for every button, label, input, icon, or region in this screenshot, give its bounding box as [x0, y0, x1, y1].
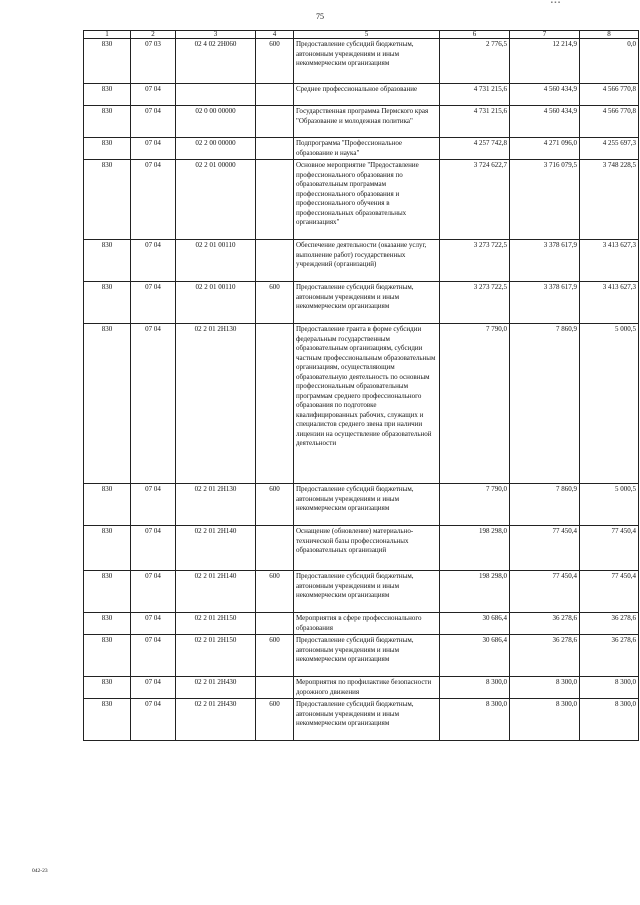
- column-header: 5: [294, 31, 440, 39]
- amount-cell-col6: 198 298,0: [440, 526, 510, 571]
- expense-type-cell: 600: [256, 484, 294, 526]
- amount-cell-col8: 36 278,6: [580, 613, 639, 635]
- amount-cell-col7: 4 560 434,9: [510, 84, 580, 106]
- amount-cell-col6: 30 686,4: [440, 635, 510, 677]
- amount-cell-col6: 30 686,4: [440, 613, 510, 635]
- section-code-cell: 07 04: [131, 138, 176, 160]
- item-name-cell: Основное мероприятие "Предоставление профессионального образования по образовательным программам профессионального образования и профессионального обучения в профессиональных образовательных организациях": [294, 160, 440, 240]
- target-article-cell: 02 2 01 2Н430: [176, 677, 256, 699]
- expense-type-cell: [256, 138, 294, 160]
- section-code-cell: 07 04: [131, 526, 176, 571]
- item-name-cell: Подпрограмма "Профессиональное образование и наука": [294, 138, 440, 160]
- amount-cell-col8: 5 000,5: [580, 484, 639, 526]
- column-header: 8: [580, 31, 639, 39]
- amount-cell-col7: 36 278,6: [510, 613, 580, 635]
- expense-type-cell: [256, 526, 294, 571]
- section-code-cell: 07 04: [131, 160, 176, 240]
- admin-code-cell: 830: [84, 571, 131, 613]
- column-header: 1: [84, 31, 131, 39]
- expense-type-cell: [256, 677, 294, 699]
- section-code-cell: 07 04: [131, 282, 176, 324]
- amount-cell-col6: 7 790,0: [440, 484, 510, 526]
- amount-cell-col8: 0,0: [580, 39, 639, 84]
- column-header: 4: [256, 31, 294, 39]
- admin-code-cell: 830: [84, 240, 131, 282]
- amount-cell-col8: 77 450,4: [580, 571, 639, 613]
- section-code-cell: 07 04: [131, 484, 176, 526]
- target-article-cell: 02 2 01 2Н430: [176, 699, 256, 741]
- amount-cell-col6: 2 776,5: [440, 39, 510, 84]
- target-article-cell: 02 2 01 2Н140: [176, 526, 256, 571]
- amount-cell-col7: 77 450,4: [510, 526, 580, 571]
- column-header: 6: [440, 31, 510, 39]
- target-article-cell: 02 0 00 00000: [176, 106, 256, 138]
- table-row: [84, 84, 639, 106]
- expense-type-cell: 600: [256, 635, 294, 677]
- amount-cell-col8: 4 566 770,8: [580, 106, 639, 138]
- table-row: [84, 324, 639, 484]
- table-row: [84, 39, 639, 84]
- column-header: 7: [510, 31, 580, 39]
- section-code-cell: 07 04: [131, 635, 176, 677]
- expense-type-cell: 600: [256, 39, 294, 84]
- amount-cell-col8: 36 278,6: [580, 635, 639, 677]
- amount-cell-col6: 4 731 215,6: [440, 106, 510, 138]
- amount-cell-col7: 7 860,9: [510, 324, 580, 484]
- table-row: [84, 677, 639, 699]
- item-name-cell: Мероприятия по профилактике безопасности дорожного движения: [294, 677, 440, 699]
- admin-code-cell: 830: [84, 677, 131, 699]
- amount-cell-col7: 36 278,6: [510, 635, 580, 677]
- item-name-cell: Предоставление субсидий бюджетным, автономным учреждениям и иным некоммерческим организациям: [294, 282, 440, 324]
- amount-cell-col8: 4 566 770,8: [580, 84, 639, 106]
- target-article-cell: 02 4 02 2Н060: [176, 39, 256, 84]
- target-article-cell: 02 2 01 2Н140: [176, 571, 256, 613]
- target-article-cell: [176, 84, 256, 106]
- admin-code-cell: 830: [84, 282, 131, 324]
- expense-type-cell: [256, 240, 294, 282]
- target-article-cell: 02 2 01 2Н130: [176, 484, 256, 526]
- section-code-cell: 07 04: [131, 613, 176, 635]
- item-name-cell: Предоставление субсидий бюджетным, автономным учреждениям и иным некоммерческим организациям: [294, 39, 440, 84]
- admin-code-cell: 830: [84, 635, 131, 677]
- scan-corner-mark: ▪ ▪ ▪: [550, 0, 560, 6]
- admin-code-cell: 830: [84, 613, 131, 635]
- section-code-cell: 07 04: [131, 571, 176, 613]
- expense-type-cell: [256, 324, 294, 484]
- target-article-cell: 02 2 01 2Н150: [176, 635, 256, 677]
- section-code-cell: 07 04: [131, 324, 176, 484]
- amount-cell-col7: 8 300,0: [510, 699, 580, 741]
- section-code-cell: 07 04: [131, 677, 176, 699]
- item-name-cell: Обеспечение деятельности (оказание услуг, выполнение работ) государственных учреждений (организаций): [294, 240, 440, 282]
- amount-cell-col6: 3 273 722,5: [440, 240, 510, 282]
- admin-code-cell: 830: [84, 484, 131, 526]
- expense-type-cell: [256, 106, 294, 138]
- amount-cell-col6: 7 790,0: [440, 324, 510, 484]
- amount-cell-col8: 8 300,0: [580, 677, 639, 699]
- admin-code-cell: 830: [84, 699, 131, 741]
- admin-code-cell: 830: [84, 526, 131, 571]
- item-name-cell: Мероприятия в сфере профессионального образования: [294, 613, 440, 635]
- section-code-cell: 07 04: [131, 240, 176, 282]
- amount-cell-col6: 3 724 622,7: [440, 160, 510, 240]
- amount-cell-col6: 198 298,0: [440, 571, 510, 613]
- target-article-cell: 02 2 01 00110: [176, 282, 256, 324]
- item-name-cell: Предоставление субсидий бюджетным, автономным учреждениям и иным некоммерческим организациям: [294, 571, 440, 613]
- amount-cell-col6: 8 300,0: [440, 677, 510, 699]
- expense-type-cell: 600: [256, 282, 294, 324]
- column-header: 3: [176, 31, 256, 39]
- table-row: [84, 138, 639, 160]
- table-row: [84, 571, 639, 613]
- table-body: [84, 39, 639, 741]
- expense-type-cell: [256, 84, 294, 106]
- amount-cell-col6: 4 731 215,6: [440, 84, 510, 106]
- item-name-cell: Предоставление гранта в форме субсидии федеральным государственным образовательным организациям, субсидии частным профессиональным образовательным организациям, осуществляющим образовательную деятельность по основным профессиональным образовательным программам среднего профессионального образования по подготовке квалифицированных рабочих, служащих и специалистов среднего звена при наличии лицензии на осуществление образовательной деятельности: [294, 324, 440, 484]
- amount-cell-col8: 5 000,5: [580, 324, 639, 484]
- table-row: [84, 613, 639, 635]
- section-code-cell: 07 04: [131, 84, 176, 106]
- admin-code-cell: 830: [84, 39, 131, 84]
- amount-cell-col7: 3 716 079,5: [510, 160, 580, 240]
- expense-type-cell: [256, 160, 294, 240]
- column-number-row: [84, 31, 639, 39]
- item-name-cell: Предоставление субсидий бюджетным, автономным учреждениям и иным некоммерческим организациям: [294, 635, 440, 677]
- footer-document-code: 042-23: [32, 868, 48, 874]
- item-name-cell: Предоставление субсидий бюджетным, автономным учреждениям и иным некоммерческим организациям: [294, 699, 440, 741]
- table-row: [84, 160, 639, 240]
- amount-cell-col8: 3 413 627,3: [580, 240, 639, 282]
- target-article-cell: 02 2 00 00000: [176, 138, 256, 160]
- budget-table: [83, 30, 639, 741]
- amount-cell-col7: 7 860,9: [510, 484, 580, 526]
- amount-cell-col7: 3 378 617,9: [510, 282, 580, 324]
- amount-cell-col6: 4 257 742,8: [440, 138, 510, 160]
- item-name-cell: Государственная программа Пермского края "Образование и молодежная политика": [294, 106, 440, 138]
- table-row: [84, 282, 639, 324]
- page-number: 75: [316, 12, 324, 21]
- amount-cell-col8: 77 450,4: [580, 526, 639, 571]
- target-article-cell: 02 2 01 00000: [176, 160, 256, 240]
- table-row: [84, 240, 639, 282]
- amount-cell-col6: 8 300,0: [440, 699, 510, 741]
- admin-code-cell: 830: [84, 84, 131, 106]
- table-row: [84, 106, 639, 138]
- amount-cell-col7: 4 271 096,0: [510, 138, 580, 160]
- section-code-cell: 07 03: [131, 39, 176, 84]
- admin-code-cell: 830: [84, 324, 131, 484]
- section-code-cell: 07 04: [131, 106, 176, 138]
- table-row: [84, 699, 639, 741]
- section-code-cell: 07 04: [131, 699, 176, 741]
- amount-cell-col8: 3 413 627,3: [580, 282, 639, 324]
- expense-type-cell: 600: [256, 699, 294, 741]
- target-article-cell: 02 2 01 2Н130: [176, 324, 256, 484]
- amount-cell-col7: 77 450,4: [510, 571, 580, 613]
- amount-cell-col7: 3 378 617,9: [510, 240, 580, 282]
- expense-type-cell: [256, 613, 294, 635]
- item-name-cell: Оснащение (обновление) материально-технической базы профессиональных образовательных организаций: [294, 526, 440, 571]
- table-row: [84, 484, 639, 526]
- amount-cell-col8: 4 255 697,3: [580, 138, 639, 160]
- target-article-cell: 02 2 01 00110: [176, 240, 256, 282]
- table-row: [84, 526, 639, 571]
- amount-cell-col7: 12 214,9: [510, 39, 580, 84]
- amount-cell-col8: 3 748 228,5: [580, 160, 639, 240]
- amount-cell-col6: 3 273 722,5: [440, 282, 510, 324]
- amount-cell-col7: 4 560 434,9: [510, 106, 580, 138]
- item-name-cell: Среднее профессиональное образование: [294, 84, 440, 106]
- admin-code-cell: 830: [84, 138, 131, 160]
- item-name-cell: Предоставление субсидий бюджетным, автономным учреждениям и иным некоммерческим организациям: [294, 484, 440, 526]
- target-article-cell: 02 2 01 2Н150: [176, 613, 256, 635]
- admin-code-cell: 830: [84, 160, 131, 240]
- expense-type-cell: 600: [256, 571, 294, 613]
- admin-code-cell: 830: [84, 106, 131, 138]
- table-row: [84, 635, 639, 677]
- column-header: 2: [131, 31, 176, 39]
- amount-cell-col7: 8 300,0: [510, 677, 580, 699]
- amount-cell-col8: 8 300,0: [580, 699, 639, 741]
